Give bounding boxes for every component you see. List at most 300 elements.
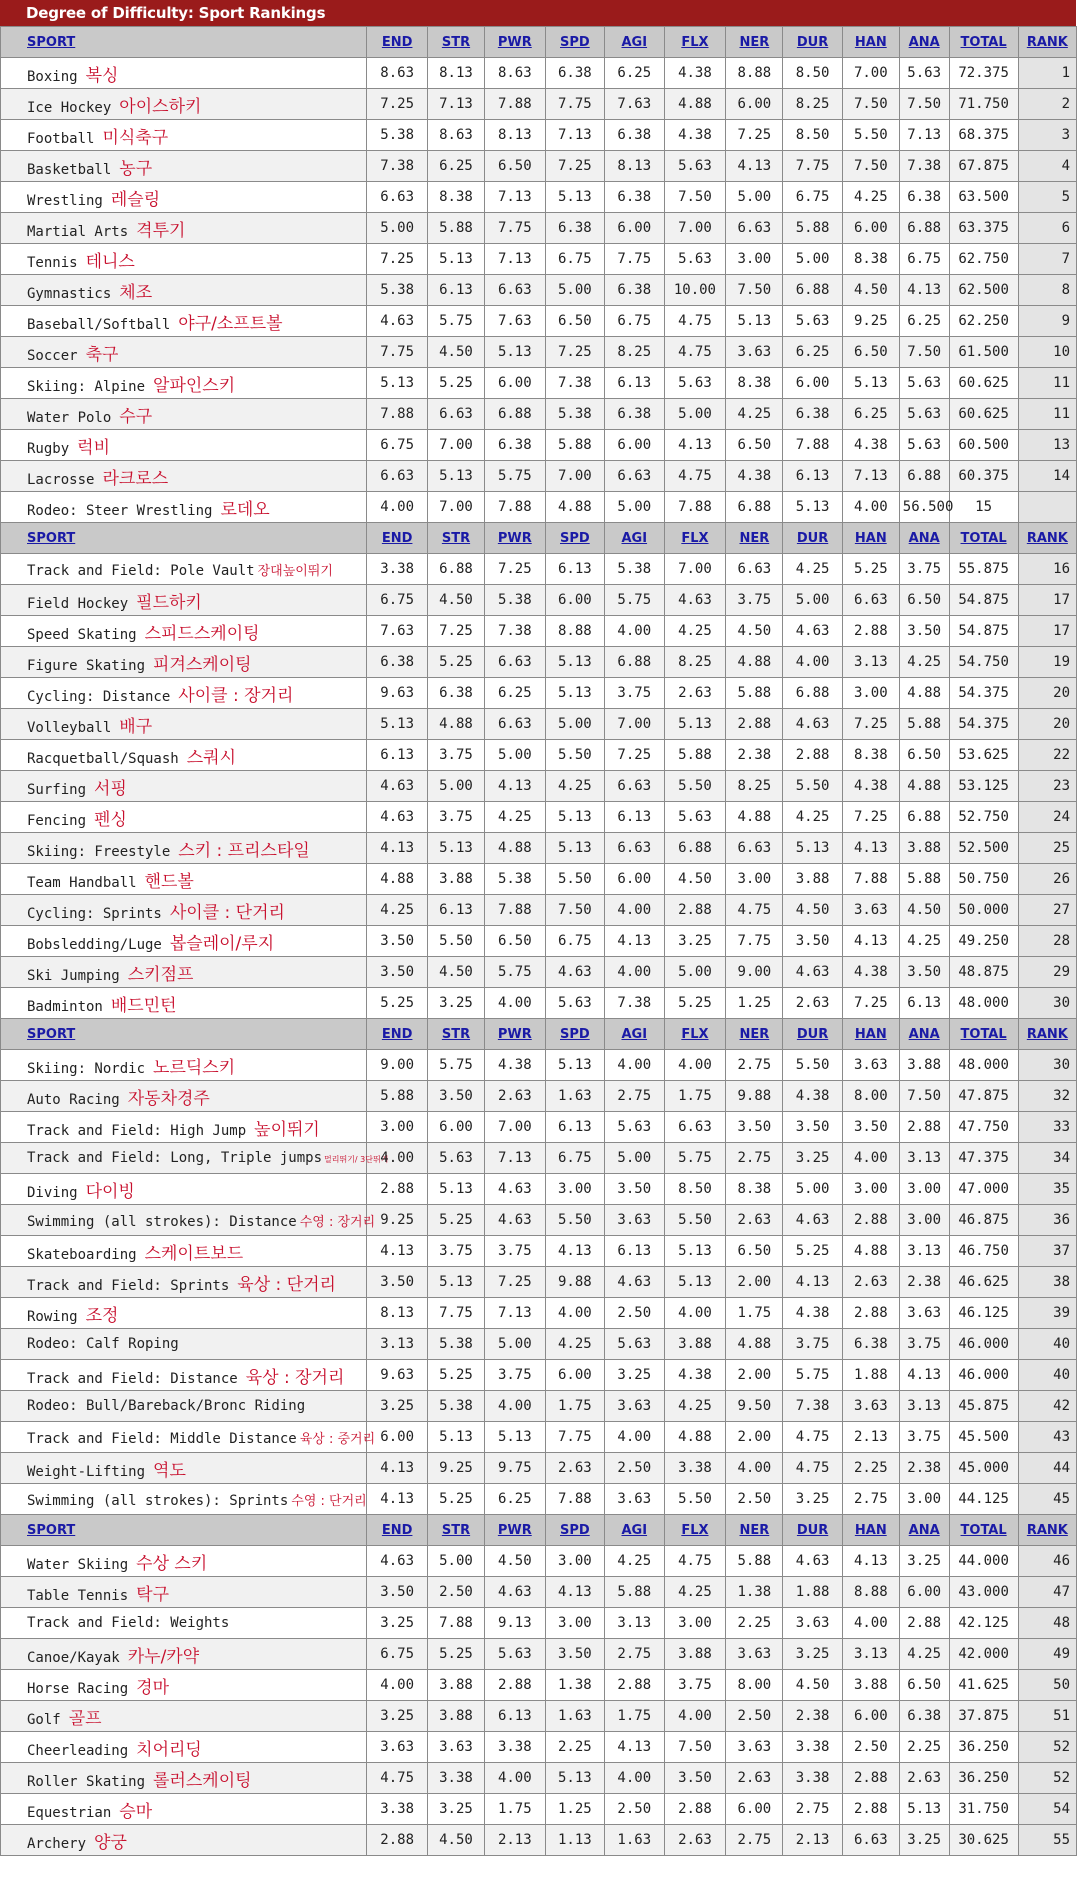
str-cell: 5.63	[427, 1143, 484, 1174]
agi-cell: 8.13	[605, 151, 664, 182]
sport-name-cell	[1, 399, 367, 430]
ana-cell: 7.50	[899, 337, 949, 368]
column-header-ner[interactable]: NER	[726, 523, 783, 554]
sport-name: Wrestling	[27, 192, 103, 209]
rank-cell: 43	[1018, 1422, 1076, 1453]
sport-name: Figure Skating	[27, 657, 146, 674]
korean-annotation: 수구	[119, 406, 153, 427]
han-cell: 4.50	[842, 275, 899, 306]
sport-name-cell	[1, 1143, 389, 1174]
han-cell: 7.25	[842, 709, 899, 740]
pwr-cell: 7.13	[484, 244, 545, 275]
ana-cell: 2.38	[899, 1267, 949, 1298]
korean-annotation: 골프	[68, 1708, 102, 1729]
flx-cell: 8.50	[664, 1174, 726, 1205]
sport-name: Volleyball	[27, 719, 112, 736]
pwr-cell: 5.00	[484, 740, 545, 771]
ner-cell: 2.25	[726, 1608, 783, 1639]
ana-cell: 3.50	[899, 616, 949, 647]
dur-cell: 4.38	[783, 1298, 842, 1329]
ner-cell: 8.88	[726, 58, 783, 89]
spd-cell: 4.00	[545, 1298, 604, 1329]
korean-annotation: 조정	[85, 1305, 119, 1326]
sport-name: Rowing	[27, 1308, 78, 1325]
korean-annotation: 서핑	[94, 778, 127, 799]
total-cell: 63.500	[949, 182, 1018, 213]
rank-cell: 52	[1018, 1763, 1076, 1794]
sport-name-cell	[1, 1608, 367, 1639]
korean-annotation: 스피드스케이팅	[144, 623, 260, 644]
column-header-agi[interactable]: AGI	[605, 27, 664, 58]
str-cell: 7.75	[427, 1298, 484, 1329]
ner-cell: 2.00	[726, 1422, 783, 1453]
column-header-rank[interactable]: RANK	[1018, 27, 1076, 58]
agi-cell: 2.50	[605, 1794, 664, 1825]
str-cell: 5.75	[427, 306, 484, 337]
end-cell: 7.25	[367, 244, 428, 275]
column-header-han[interactable]: HAN	[842, 523, 899, 554]
ner-cell: 4.88	[726, 802, 783, 833]
agi-cell: 6.63	[605, 461, 664, 492]
flx-cell: 4.50	[664, 864, 726, 895]
pwr-cell: 7.88	[484, 89, 545, 120]
ner-cell: 8.38	[726, 368, 783, 399]
str-cell: 4.50	[427, 957, 484, 988]
column-header-han[interactable]: HAN	[842, 1019, 899, 1050]
column-header-ana[interactable]: ANA	[899, 1515, 949, 1546]
flx-cell: 4.88	[664, 89, 726, 120]
sport-name: Field Hockey	[27, 595, 129, 612]
pwr-cell: 6.00	[484, 368, 545, 399]
column-header-str[interactable]: STR	[427, 1515, 484, 1546]
end-cell: 4.13	[367, 1236, 428, 1267]
han-cell: 5.50	[842, 120, 899, 151]
pwr-cell: 5.00	[484, 1329, 545, 1360]
column-header-ner[interactable]: NER	[726, 1019, 783, 1050]
agi-cell: 3.63	[605, 1205, 664, 1236]
column-header-ner[interactable]: NER	[726, 1515, 783, 1546]
end-cell: 4.13	[367, 1484, 428, 1515]
table-row	[1, 1639, 1077, 1670]
str-cell: 6.13	[427, 275, 484, 306]
table-row	[1, 368, 1077, 399]
column-header-spd[interactable]: SPD	[545, 523, 604, 554]
dur-cell: 3.63	[783, 1608, 842, 1639]
rank-cell: 19	[1018, 647, 1076, 678]
table-row	[1, 1763, 1077, 1794]
table-row	[1, 1422, 1077, 1453]
total-cell: 72.375	[949, 58, 1018, 89]
column-header-dur[interactable]: DUR	[783, 1515, 842, 1546]
pwr-cell: 5.75	[484, 461, 545, 492]
han-cell: 1.88	[842, 1360, 899, 1391]
column-header-spd[interactable]: SPD	[545, 1019, 604, 1050]
agi-cell: 5.75	[605, 585, 664, 616]
sport-name: Badminton	[27, 998, 103, 1015]
column-header-agi[interactable]: AGI	[605, 1019, 664, 1050]
column-header-dur[interactable]: DUR	[783, 1019, 842, 1050]
table-row	[1, 1670, 1077, 1701]
table-row	[1, 802, 1077, 833]
column-header-str[interactable]: STR	[427, 27, 484, 58]
agi-cell: 5.63	[605, 1329, 664, 1360]
column-header-pwr[interactable]: PWR	[484, 27, 545, 58]
korean-annotation: 역도	[153, 1460, 186, 1481]
sport-name: Soccer	[27, 347, 78, 364]
total-cell: 42.125	[949, 1608, 1018, 1639]
korean-annotation: 멀리뛰기/ 3단뛰기	[324, 1155, 389, 1164]
ner-cell: 2.75	[726, 1050, 783, 1081]
column-header-rank[interactable]: RANK	[1018, 523, 1076, 554]
str-cell: 6.13	[427, 895, 484, 926]
table-row	[1, 1236, 1077, 1267]
str-cell: 5.13	[427, 1267, 484, 1298]
ana-cell: 3.88	[899, 833, 949, 864]
spd-cell: 6.13	[545, 554, 604, 585]
column-header-spd[interactable]: SPD	[545, 1515, 604, 1546]
total-cell: 55.875	[949, 554, 1018, 585]
column-header-pwr[interactable]: PWR	[484, 1019, 545, 1050]
column-header-rank[interactable]: RANK	[1018, 1019, 1076, 1050]
ana-cell: 4.25	[899, 1639, 949, 1670]
str-cell: 5.50	[427, 926, 484, 957]
rank-cell: 51	[1018, 1701, 1076, 1732]
rank-cell: 16	[1018, 554, 1076, 585]
han-cell: 6.50	[842, 337, 899, 368]
sport-name: Diving	[27, 1184, 78, 1201]
column-header-end[interactable]: END	[367, 27, 428, 58]
sport-name-cell	[1, 957, 367, 988]
ana-cell: 6.13	[899, 988, 949, 1019]
end-cell: 4.63	[367, 1546, 428, 1577]
korean-annotation: 노르딕스키	[153, 1057, 236, 1078]
rank-cell: 44	[1018, 1453, 1076, 1484]
sport-name: Surfing	[27, 781, 87, 798]
han-cell: 6.38	[842, 1329, 899, 1360]
korean-annotation: 사이클 : 장거리	[178, 685, 294, 706]
column-header-pwr[interactable]: PWR	[484, 1515, 545, 1546]
column-header-ana[interactable]: ANA	[899, 523, 949, 554]
column-header-flx[interactable]: FLX	[664, 523, 726, 554]
dur-cell: 3.88	[783, 864, 842, 895]
spd-cell: 7.50	[545, 895, 604, 926]
han-cell: 7.25	[842, 988, 899, 1019]
dur-cell: 5.13	[783, 492, 842, 523]
agi-cell: 4.00	[605, 895, 664, 926]
column-header-end[interactable]: END	[367, 523, 428, 554]
end-cell: 4.00	[367, 1143, 428, 1174]
sport-name: Track and Field: Sprints	[27, 1277, 230, 1294]
ana-cell: 3.88	[899, 1050, 949, 1081]
spd-cell: 5.63	[545, 988, 604, 1019]
pwr-cell: 6.13	[484, 1701, 545, 1732]
ner-cell: 4.75	[726, 895, 783, 926]
end-cell: 4.13	[367, 1453, 428, 1484]
pwr-cell: 8.63	[484, 58, 545, 89]
sport-name: Gymnastics	[27, 285, 112, 302]
agi-cell: 4.00	[605, 1050, 664, 1081]
str-cell: 7.13	[427, 89, 484, 120]
han-cell: 7.88	[842, 864, 899, 895]
agi-cell: 2.50	[605, 1298, 664, 1329]
column-header-sport[interactable]: SPORT	[1, 27, 367, 58]
column-header-han[interactable]: HAN	[842, 27, 899, 58]
agi-cell: 5.63	[605, 1112, 664, 1143]
str-cell: 7.00	[427, 492, 484, 523]
table-row	[1, 275, 1077, 306]
han-cell: 2.75	[842, 1484, 899, 1515]
korean-annotation: 자동차경주	[127, 1088, 210, 1109]
rank-cell: 29	[1018, 957, 1076, 988]
spd-cell: 4.63	[545, 957, 604, 988]
han-cell: 5.13	[842, 368, 899, 399]
korean-annotation: 테니스	[85, 251, 135, 272]
rank-cell: 11	[1018, 399, 1076, 430]
ana-cell: 3.13	[899, 1236, 949, 1267]
column-header-ner[interactable]: NER	[726, 27, 783, 58]
dur-cell: 8.25	[783, 89, 842, 120]
spd-cell: 5.38	[545, 399, 604, 430]
pwr-cell: 7.13	[484, 1143, 545, 1174]
sport-name-cell	[1, 554, 367, 585]
total-cell: 44.125	[949, 1484, 1018, 1515]
ana-cell: 6.75	[899, 244, 949, 275]
rank-cell: 46	[1018, 1546, 1076, 1577]
column-header-flx[interactable]: FLX	[664, 1515, 726, 1546]
pwr-cell: 4.00	[484, 1763, 545, 1794]
rank-cell: 40	[1018, 1329, 1076, 1360]
spd-cell: 3.00	[545, 1174, 604, 1205]
pwr-cell: 4.13	[484, 771, 545, 802]
sport-name-cell	[1, 1267, 367, 1298]
column-header-agi[interactable]: AGI	[605, 1515, 664, 1546]
total-cell: 50.000	[949, 895, 1018, 926]
column-header-flx[interactable]: FLX	[664, 1019, 726, 1050]
ner-cell: 8.38	[726, 1174, 783, 1205]
sport-name: Football	[27, 130, 95, 147]
rank-cell: 38	[1018, 1267, 1076, 1298]
dur-cell: 3.38	[783, 1763, 842, 1794]
column-header-ana[interactable]: ANA	[899, 27, 949, 58]
pwr-cell: 6.50	[484, 926, 545, 957]
rank-cell: 33	[1018, 1112, 1076, 1143]
agi-cell: 4.00	[605, 1422, 664, 1453]
korean-annotation: 라크로스	[102, 468, 169, 489]
dur-cell: 6.38	[783, 399, 842, 430]
str-cell: 5.00	[427, 771, 484, 802]
flx-cell: 5.00	[664, 957, 726, 988]
column-header-spd[interactable]: SPD	[545, 27, 604, 58]
sport-name: Cycling: Distance	[27, 688, 171, 705]
agi-cell: 2.75	[605, 1081, 664, 1112]
dur-cell: 7.38	[783, 1391, 842, 1422]
total-cell: 36.250	[949, 1732, 1018, 1763]
column-header-str[interactable]: STR	[427, 523, 484, 554]
sport-name-cell	[1, 89, 367, 120]
dur-cell: 7.88	[783, 430, 842, 461]
table-row	[1, 988, 1077, 1019]
rank-cell: 30	[1018, 1050, 1076, 1081]
ana-cell: 5.13	[899, 1794, 949, 1825]
column-header-pwr[interactable]: PWR	[484, 523, 545, 554]
han-cell: 7.50	[842, 151, 899, 182]
column-header-sport[interactable]: SPORT	[1, 1019, 367, 1050]
agi-cell: 6.00	[605, 430, 664, 461]
agi-cell: 4.00	[605, 616, 664, 647]
ana-cell: 5.88	[899, 709, 949, 740]
end-cell: 6.38	[367, 647, 428, 678]
pwr-cell: 5.63	[484, 1639, 545, 1670]
sport-name: Rodeo: Steer Wrestling	[27, 502, 213, 519]
sport-name-cell	[1, 1174, 367, 1205]
total-cell: 60.625	[949, 368, 1018, 399]
str-cell: 5.25	[427, 1205, 484, 1236]
flx-cell: 4.00	[664, 1701, 726, 1732]
dur-cell: 3.50	[783, 1112, 842, 1143]
sport-name-cell	[1, 368, 367, 399]
agi-cell: 2.50	[605, 1453, 664, 1484]
ner-cell: 3.00	[726, 864, 783, 895]
end-cell: 3.50	[367, 926, 428, 957]
spd-cell: 4.13	[545, 1236, 604, 1267]
table-row	[1, 1112, 1077, 1143]
table-row	[1, 1298, 1077, 1329]
total-cell: 52.500	[949, 833, 1018, 864]
ana-cell: 2.63	[899, 1763, 949, 1794]
pwr-cell: 7.75	[484, 213, 545, 244]
column-header-ana[interactable]: ANA	[899, 1019, 949, 1050]
flx-cell: 3.75	[664, 1670, 726, 1701]
ner-cell: 7.75	[726, 926, 783, 957]
sport-name-cell	[1, 1422, 376, 1453]
column-header-sport[interactable]: SPORT	[1, 523, 367, 554]
spd-cell: 7.38	[545, 368, 604, 399]
column-header-dur[interactable]: DUR	[783, 27, 842, 58]
flx-cell: 2.63	[664, 1825, 726, 1856]
flx-cell: 5.25	[664, 988, 726, 1019]
table-row	[1, 1577, 1077, 1608]
ner-cell: 5.13	[726, 306, 783, 337]
han-cell: 7.13	[842, 461, 899, 492]
column-header-str[interactable]: STR	[427, 1019, 484, 1050]
column-header-rank[interactable]: RANK	[1018, 1515, 1076, 1546]
pwr-cell: 8.13	[484, 120, 545, 151]
korean-annotation: 탁구	[136, 1584, 170, 1605]
korean-annotation: 수영 : 장거리	[299, 1214, 376, 1230]
str-cell: 5.13	[427, 833, 484, 864]
agi-cell: 6.38	[605, 399, 664, 430]
spd-cell: 5.13	[545, 678, 604, 709]
total-cell: 31.750	[949, 1794, 1018, 1825]
han-cell: 7.50	[842, 89, 899, 120]
sport-name: Track and Field: Pole Vault	[27, 562, 255, 579]
rank-cell: 7	[1018, 244, 1076, 275]
column-header-flx[interactable]: FLX	[664, 27, 726, 58]
end-cell: 6.63	[367, 182, 428, 213]
sport-name: Racquetball/Squash	[27, 750, 179, 767]
flx-cell: 2.88	[664, 1794, 726, 1825]
han-cell: 8.38	[842, 244, 899, 275]
han-cell: 2.88	[842, 1763, 899, 1794]
rank-cell: 54	[1018, 1794, 1076, 1825]
sport-name: Archery	[27, 1835, 87, 1852]
dur-cell: 4.63	[783, 1205, 842, 1236]
korean-annotation: 양궁	[94, 1832, 127, 1853]
str-cell: 5.00	[427, 1546, 484, 1577]
column-header-end[interactable]: END	[367, 1515, 428, 1546]
sport-name: Weight-Lifting	[27, 1463, 146, 1480]
sport-name: Track and Field: Weights	[27, 1615, 230, 1631]
table-row	[1, 1608, 1077, 1639]
column-header-total[interactable]: TOTAL	[949, 27, 1018, 58]
sport-name-cell	[1, 1825, 367, 1856]
spd-cell: 2.25	[545, 1732, 604, 1763]
column-header-end[interactable]: END	[367, 1019, 428, 1050]
han-cell: 2.88	[842, 1205, 899, 1236]
dur-cell: 2.38	[783, 1701, 842, 1732]
ner-cell: 7.25	[726, 120, 783, 151]
str-cell: 3.75	[427, 1236, 484, 1267]
flx-cell: 2.88	[664, 895, 726, 926]
str-cell: 5.25	[427, 1360, 484, 1391]
ana-cell: 4.88	[899, 771, 949, 802]
spd-cell: 5.00	[545, 275, 604, 306]
korean-annotation: 스케이트보드	[144, 1243, 244, 1264]
korean-annotation: 알파인스키	[153, 375, 236, 396]
str-cell: 5.25	[427, 647, 484, 678]
ner-cell: 2.75	[726, 1143, 783, 1174]
column-header-total[interactable]: TOTAL	[949, 523, 1018, 554]
agi-cell: 4.00	[605, 957, 664, 988]
sport-name-cell	[1, 988, 367, 1019]
column-header-dur[interactable]: DUR	[783, 523, 842, 554]
korean-annotation: 사이클 : 단거리	[169, 902, 285, 923]
column-header-agi[interactable]: AGI	[605, 523, 664, 554]
sport-name-cell	[1, 244, 367, 275]
str-cell: 3.50	[427, 1081, 484, 1112]
ner-cell: 5.88	[726, 1546, 783, 1577]
agi-cell: 2.88	[605, 1670, 664, 1701]
spd-cell: 1.38	[545, 1670, 604, 1701]
pwr-cell: 2.88	[484, 1670, 545, 1701]
column-header-han[interactable]: HAN	[842, 1515, 899, 1546]
agi-cell: 4.13	[605, 926, 664, 957]
table-row	[1, 585, 1077, 616]
pwr-cell: 9.13	[484, 1608, 545, 1639]
column-header-sport[interactable]: SPORT	[1, 1515, 367, 1546]
dur-cell: 8.50	[783, 58, 842, 89]
sport-name: Skiing: Alpine	[27, 378, 146, 395]
ner-cell: 7.50	[726, 275, 783, 306]
rank-cell: 10	[1018, 337, 1076, 368]
flx-cell: 7.00	[664, 213, 726, 244]
end-cell: 2.88	[367, 1825, 428, 1856]
korean-annotation: 필드하키	[136, 592, 202, 613]
end-cell: 7.88	[367, 399, 428, 430]
total-cell: 48.875	[949, 957, 1018, 988]
sport-name-cell	[1, 58, 367, 89]
column-header-total[interactable]: TOTAL	[949, 1019, 1018, 1050]
dur-cell: 8.50	[783, 120, 842, 151]
korean-annotation: 야구/소프트볼	[178, 313, 283, 334]
str-cell: 6.00	[427, 1112, 484, 1143]
korean-annotation: 장대높이뛰기	[257, 563, 333, 579]
pwr-cell: 4.38	[484, 1050, 545, 1081]
table-row	[1, 492, 1077, 523]
column-header-total[interactable]: TOTAL	[949, 1515, 1018, 1546]
end-cell: 4.88	[367, 864, 428, 895]
han-cell: 4.88	[842, 1236, 899, 1267]
